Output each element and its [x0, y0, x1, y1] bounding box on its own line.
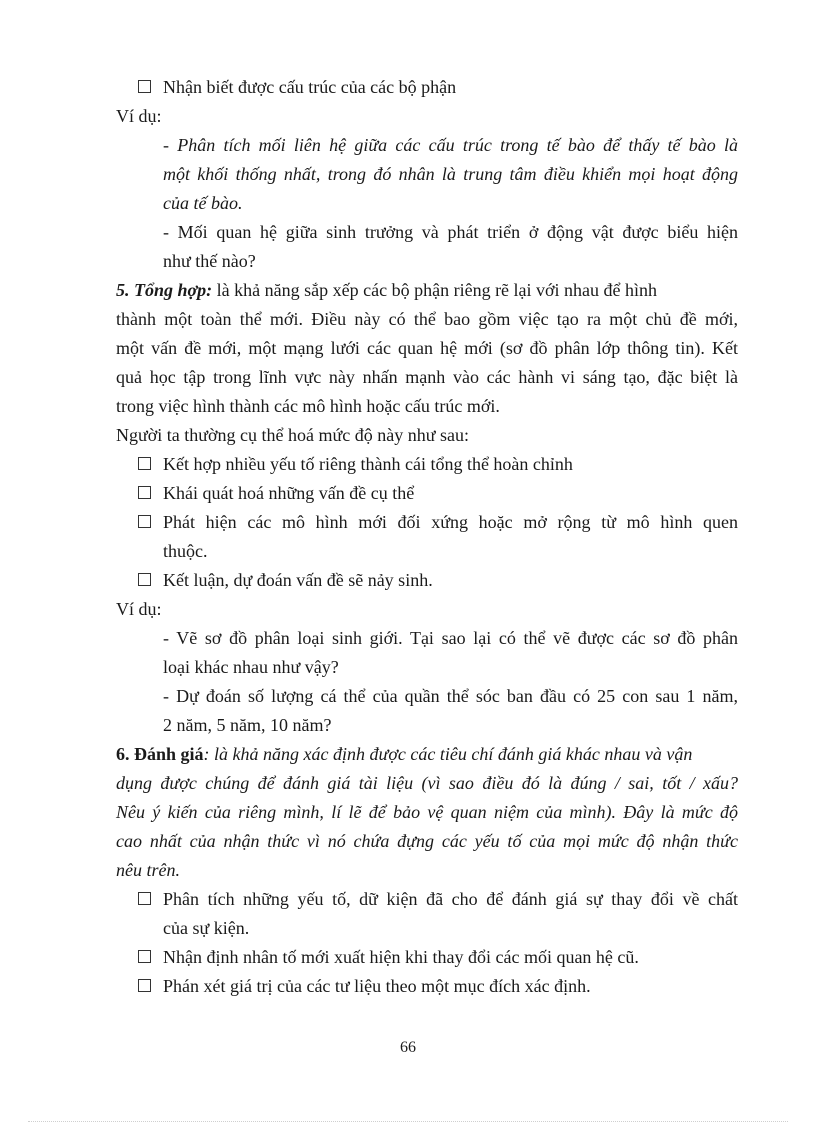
section-5-title: 5. Tổng hợp: [116, 280, 213, 300]
paragraph-text: thành một toàn thể mới. Điều này có thể bao gồm việc tạo ra một chủ đề mới, [116, 309, 738, 329]
bullet-item: Khái quát hoá những vấn đề cụ thể [163, 483, 415, 503]
checkbox-bullet-icon [138, 457, 151, 470]
example-label: Ví dụ: [116, 599, 162, 619]
section-6-heading-line [116, 742, 692, 766]
bullet-item-continued: thuộc. [163, 541, 208, 561]
bullet-item-continued: của sự kiện. [163, 918, 250, 938]
paragraph-text: trong việc hình thành các mô hình hoặc cấu trúc mới. [116, 396, 500, 416]
section-6-text: : là khả năng xác định được các tiêu chí đánh giá khác nhau và vận [203, 744, 693, 764]
paragraph-text: quả học tập trong lĩnh vực này nhấn mạnh vào các hành vi sáng tạo, đặc biệt là [116, 367, 738, 387]
checkbox-bullet-icon [138, 950, 151, 963]
example-text: như thế nào? [163, 251, 256, 271]
paragraph-text: một vấn đề mới, một mạng lưới các quan hệ mới (sơ đồ phân lớp thông tin). Kết [116, 338, 738, 358]
bullet-item: Phân tích những yếu tố, dữ kiện đã cho để đánh giá sự thay đổi về chất [163, 889, 738, 909]
checkbox-bullet-icon [138, 515, 151, 528]
page-number: 66 [400, 1039, 416, 1056]
example-text: của tế bào. [163, 193, 243, 213]
checkbox-bullet-icon [138, 80, 151, 93]
bullet-item: Kết luận, dự đoán vấn đề sẽ nảy sinh. [163, 570, 433, 590]
section-5-text: là khả năng sắp xếp các bộ phận riêng rẽ lại với nhau để hình [212, 280, 658, 300]
bullet-item: Phán xét giá trị của các tư liệu theo một mục đích xác định. [163, 976, 591, 996]
bullet-item: Nhận biết được cấu trúc của các bộ phận [163, 77, 457, 97]
checkbox-bullet-icon [138, 573, 151, 586]
checkbox-bullet-icon [138, 892, 151, 905]
paragraph-text: cao nhất của nhận thức vì nó chứa đựng các yếu tố của mọi mức độ nhận thức [116, 831, 738, 851]
checkbox-bullet-icon [138, 979, 151, 992]
example-text: 2 năm, 5 năm, 10 năm? [163, 715, 332, 735]
checkbox-bullet-icon [138, 486, 151, 499]
example-text: - Phân tích mối liên hệ giữa các cấu trúc trong tế bào để thấy tế bào là [163, 135, 738, 155]
bullet-item: Nhận định nhân tố mới xuất hiện khi thay đổi các mối quan hệ cũ. [163, 947, 639, 967]
example-text: - Mối quan hệ giữa sinh trưởng và phát triển ở động vật được biểu hiện [163, 222, 738, 242]
bullet-item: Kết hợp nhiều yếu tố riêng thành cái tổng thể hoàn chỉnh [163, 454, 573, 474]
paragraph-text: Người ta thường cụ thể hoá mức độ này như sau: [116, 425, 469, 445]
example-text: - Dự đoán số lượng cá thể của quần thể sóc ban đầu có 25 con sau 1 năm, [163, 686, 738, 706]
page-bottom-divider [28, 1121, 788, 1122]
section-6-title: 6. Đánh giá [116, 744, 204, 764]
paragraph-text: Nêu ý kiến của riêng mình, lí lẽ để bảo vệ quan niệm của mình). Đây là mức độ [116, 802, 738, 822]
example-text: - Vẽ sơ đồ phân loại sinh giới. Tại sao lại có thể vẽ được các sơ đồ phân [163, 628, 738, 648]
example-label: Ví dụ: [116, 106, 162, 126]
example-text: loại khác nhau như vậy? [163, 657, 339, 677]
paragraph-text: dụng được chúng để đánh giá tài liệu (vì sao điều đó là đúng / sai, tốt / xấu? [116, 773, 738, 793]
bullet-item: Phát hiện các mô hình mới đối xứng hoặc mở rộng từ mô hình quen [163, 512, 738, 532]
section-5-heading-line [116, 278, 657, 302]
example-text: một khối thống nhất, trong đó nhân là trung tâm điều khiển mọi hoạt động [163, 164, 738, 184]
paragraph-text: nêu trên. [116, 860, 180, 880]
